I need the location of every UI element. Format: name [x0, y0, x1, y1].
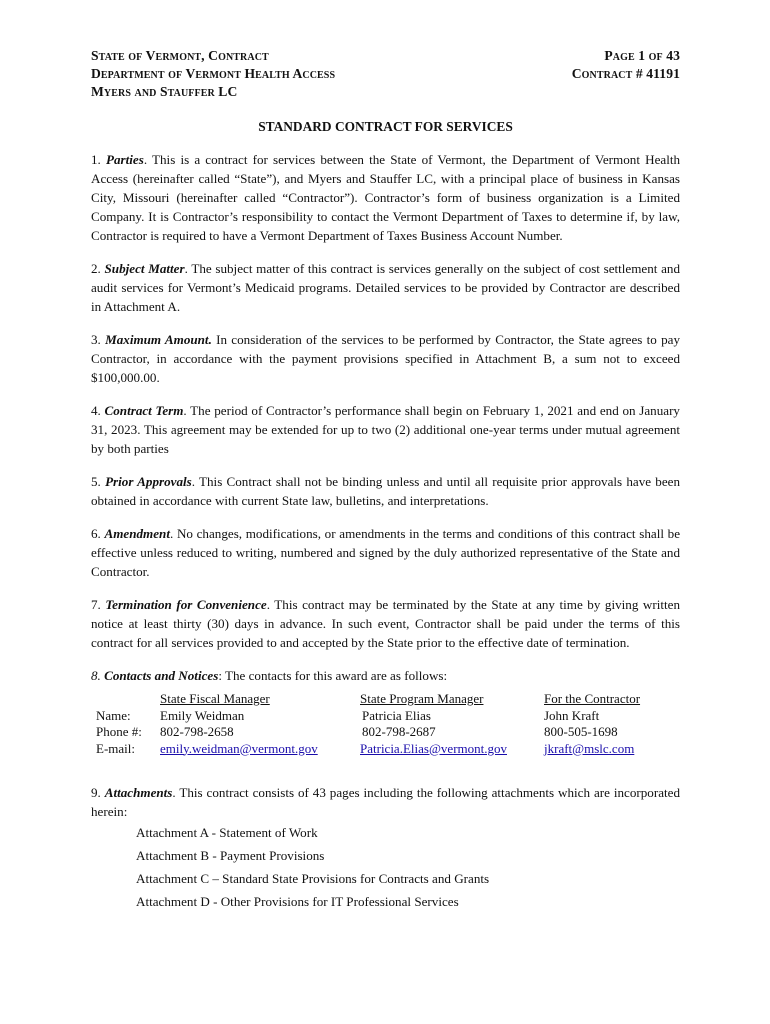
row-label: Name:: [96, 707, 131, 723]
separator: .: [266, 597, 275, 612]
section-text: . This contract consists of 43 pages including the following attachments which are incorporated herein:: [91, 785, 681, 819]
section-subject-matter: [91, 259, 680, 316]
header-contractor: Myers and Stauffer LC: [91, 84, 238, 99]
section-text: The subject matter of this contract is services generally on the subject of cost settlement and audit services for Vermont’s Medicaid programs. Detailed services to be provided by Contractor are described in Attachment A.: [91, 261, 681, 314]
header-state-contract: State of Vermont, Contract: [91, 48, 269, 63]
table-row: [96, 708, 640, 725]
section-text: No changes, modifications, or amendments in the terms and conditions of this contract shall be effective unless reduced to writing, numbered and signed by the duly authorized representative of the State and Contractor.: [91, 526, 681, 579]
list-item: Attachment B - Payment Provisions: [136, 848, 325, 863]
section-heading: Parties: [105, 152, 144, 167]
section-contacts: [91, 666, 680, 757]
table-cell: 802-798-2658: [160, 724, 234, 739]
section-heading: Termination for Convenience: [105, 597, 267, 612]
table-cell: 800-505-1698: [544, 724, 618, 739]
contractor-email-link[interactable]: jkraft@mslc.com: [544, 740, 635, 756]
contacts-table: [96, 691, 640, 757]
section-text: In consideration of the services to be performed by Contractor, the State agrees to pay Contractor, in accordance with the payment provisions specified in Attachment B, a sum not to exceed $100,000.00.: [91, 332, 680, 385]
section-maximum-amount: [91, 330, 680, 387]
column-header: State Fiscal Manager: [160, 691, 270, 706]
separator: .: [143, 152, 153, 167]
header-page-number: Page 1 of 43: [604, 48, 680, 63]
separator: .: [184, 261, 192, 276]
section-text: This contract may be terminated by the State at any time by giving written notice at least thirty (30) days in advance. In such event, Contractor shall be paid under the terms of this contract for all services provided to and accepted by the State prior to the effective date of termination.: [91, 597, 681, 650]
list-item: Attachment D - Other Provisions for IT Professional Services: [136, 894, 459, 909]
section-number: 2.: [91, 261, 105, 276]
section-text: This is a contract for services between the State of Vermont, the Department of Vermont Health Access (hereinafter called “State”), and Myers and Stauffer LC, with a principal place of business in Kansas City, Missouri (hereinafter called “Contractor”). Contractor’s form of business organization is a Limited Company. It is Contractor’s responsibility to contact the Vermont Department of Taxes to determine if, by law, Contractor is required to have a Vermont Department of Taxes Business Account Number.: [91, 152, 681, 243]
section-number: 9.: [91, 785, 105, 800]
table-row: [96, 724, 640, 741]
section-heading: Contract Term: [104, 403, 184, 418]
table-cell: John Kraft: [544, 707, 600, 723]
section-heading: Maximum Amount.: [105, 332, 212, 347]
section-heading: Subject Matter: [104, 261, 185, 276]
section-number: 4.: [91, 403, 105, 418]
empty-cell: [96, 691, 160, 708]
attachments-intro: [91, 783, 680, 821]
row-label: Phone #:: [96, 724, 142, 739]
row-label: E-mail:: [96, 740, 135, 756]
section-termination: [91, 595, 680, 652]
section-text: : The contacts for this award are as follows:: [218, 668, 448, 683]
table-cell: Emily Weidman: [160, 707, 245, 723]
document-body: [91, 150, 680, 913]
section-heading: Amendment: [104, 526, 170, 541]
section-heading: Contacts and Notices: [104, 668, 219, 683]
table-row: [96, 741, 640, 758]
section-number: 1.: [91, 152, 106, 167]
separator: .: [191, 474, 200, 489]
table-cell: Patricia Elias: [362, 707, 431, 723]
header-contract-number: Contract # 41191: [571, 66, 680, 81]
section-number: 6.: [91, 526, 105, 541]
column-header: State Program Manager: [360, 691, 484, 706]
separator: .: [183, 403, 191, 418]
list-item: Attachment C – Standard State Provisions for Contracts and Grants: [136, 871, 490, 886]
section-amendment: [91, 524, 680, 581]
document-title: STANDARD CONTRACT FOR SERVICES: [258, 119, 513, 134]
column-header: For the Contractor: [544, 691, 641, 706]
section-number: 5.: [91, 474, 106, 489]
list-item: Attachment A - Statement of Work: [136, 825, 318, 840]
table-header-row: [96, 691, 640, 708]
fiscal-manager-email-link[interactable]: emily.weidman@vermont.gov: [160, 740, 318, 756]
section-number: 8.: [91, 668, 105, 683]
section-text: The period of Contractor’s performance shall begin on February 1, 2021 and end on January 31, 2023. This agreement may be extended for up to two (2) additional one-year terms under mutual agreement by both parties: [91, 403, 680, 456]
section-prior-approvals: [91, 472, 680, 510]
separator: .: [169, 526, 177, 541]
header-department: Department of Vermont Health Access: [91, 66, 336, 81]
attachments-list: [136, 821, 680, 913]
section-number: 7.: [91, 597, 106, 612]
section-heading: Attachments: [104, 785, 173, 800]
page-header: [91, 47, 680, 101]
section-text: This Contract shall not be binding unless and until all requisite prior approvals have been obtained in accordance with current State law, bulletins, and interpretations.: [91, 474, 681, 508]
section-number: 3.: [91, 332, 106, 347]
program-manager-email-link[interactable]: Patricia.Elias@vermont.gov: [360, 740, 507, 756]
table-cell: 802-798-2687: [362, 724, 436, 739]
section-attachments: [91, 783, 680, 913]
section-parties: [91, 150, 680, 245]
section-contract-term: [91, 401, 680, 458]
section-heading: Prior Approvals: [105, 474, 192, 489]
